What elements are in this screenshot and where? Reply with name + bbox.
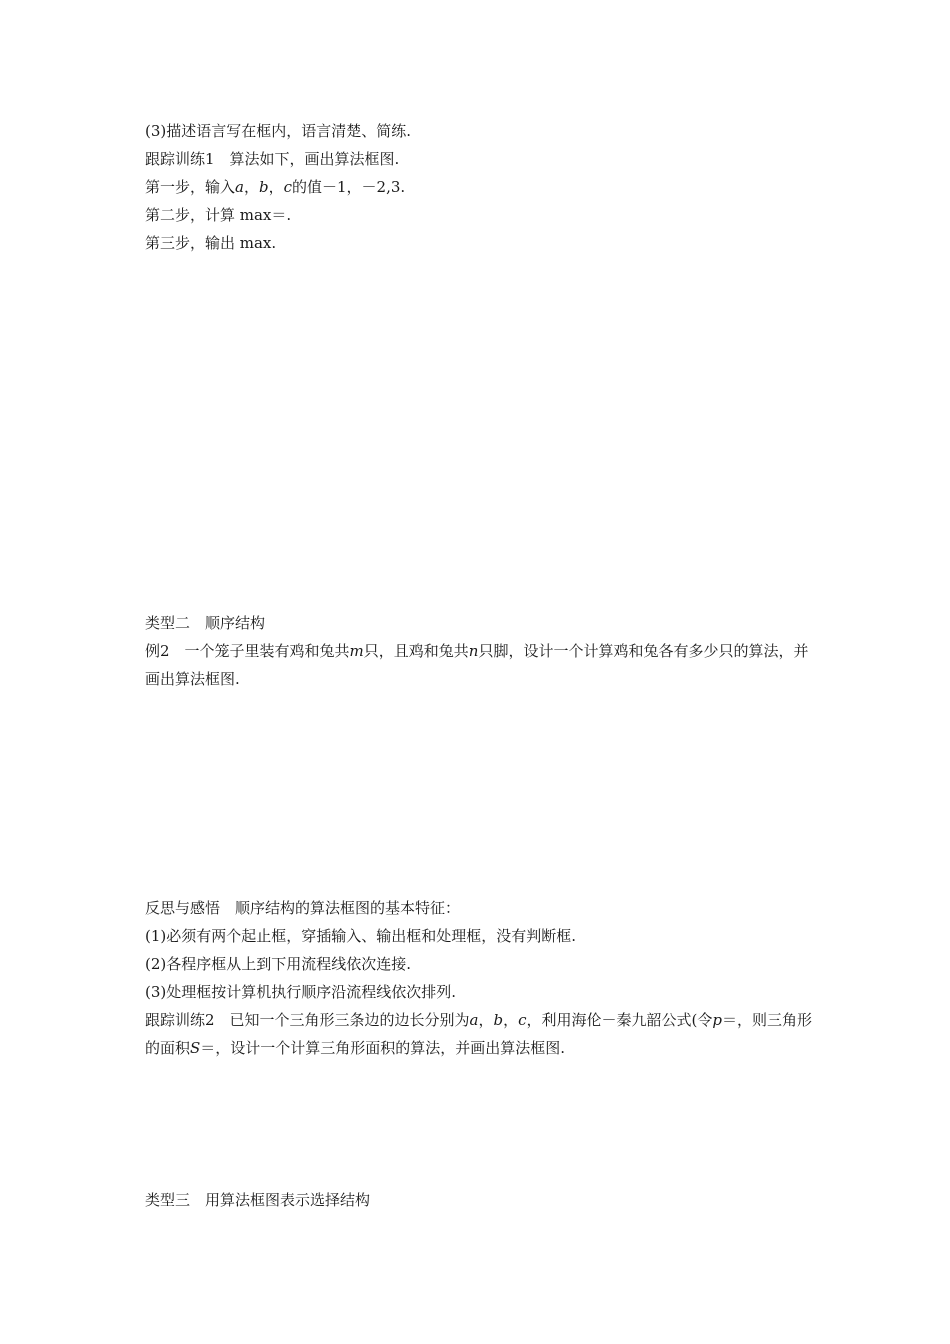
reflection-item-3: (3)处理框按计算机执行顺序沿流程线依次排列.: [145, 983, 457, 1001]
step-3: 第三步，输出 max.: [145, 234, 277, 252]
practice-2: 跟踪训练2 已知一个三角形三条边的边长分别为a，b，c，利用海伦－秦九韶公式(令p＝，则三角形的面积S＝，设计一个计算三角形面积的算法，并画出算法框图.: [145, 1011, 813, 1057]
practice-1-title: 跟踪训练1 算法如下，画出算法框图.: [145, 150, 400, 168]
example-2: 例2 一个笼子里装有鸡和兔共m只，且鸡和兔共n只脚，设计一个计算鸡和兔各有多少只的算法，并画出算法框图.: [145, 642, 809, 688]
reflection-item-1: (1)必须有两个起止框，穿插输入、输出框和处理框，没有判断框.: [145, 927, 577, 945]
type-3-heading: 类型三 用算法框图表示选择结构: [145, 1191, 371, 1209]
step-1: 第一步，输入a，b，c的值－1，－2,3.: [145, 178, 406, 196]
step-2: 第二步，计算 max＝.: [145, 206, 292, 224]
type-2-heading: 类型二 顺序结构: [145, 614, 266, 632]
reflection-item-2: (2)各程序框从上到下用流程线依次连接.: [145, 955, 412, 973]
reflection-title: 反思与感悟 顺序结构的算法框图的基本特征：: [145, 899, 461, 917]
note-3: (3)描述语言写在框内，语言清楚、简练.: [145, 122, 412, 140]
